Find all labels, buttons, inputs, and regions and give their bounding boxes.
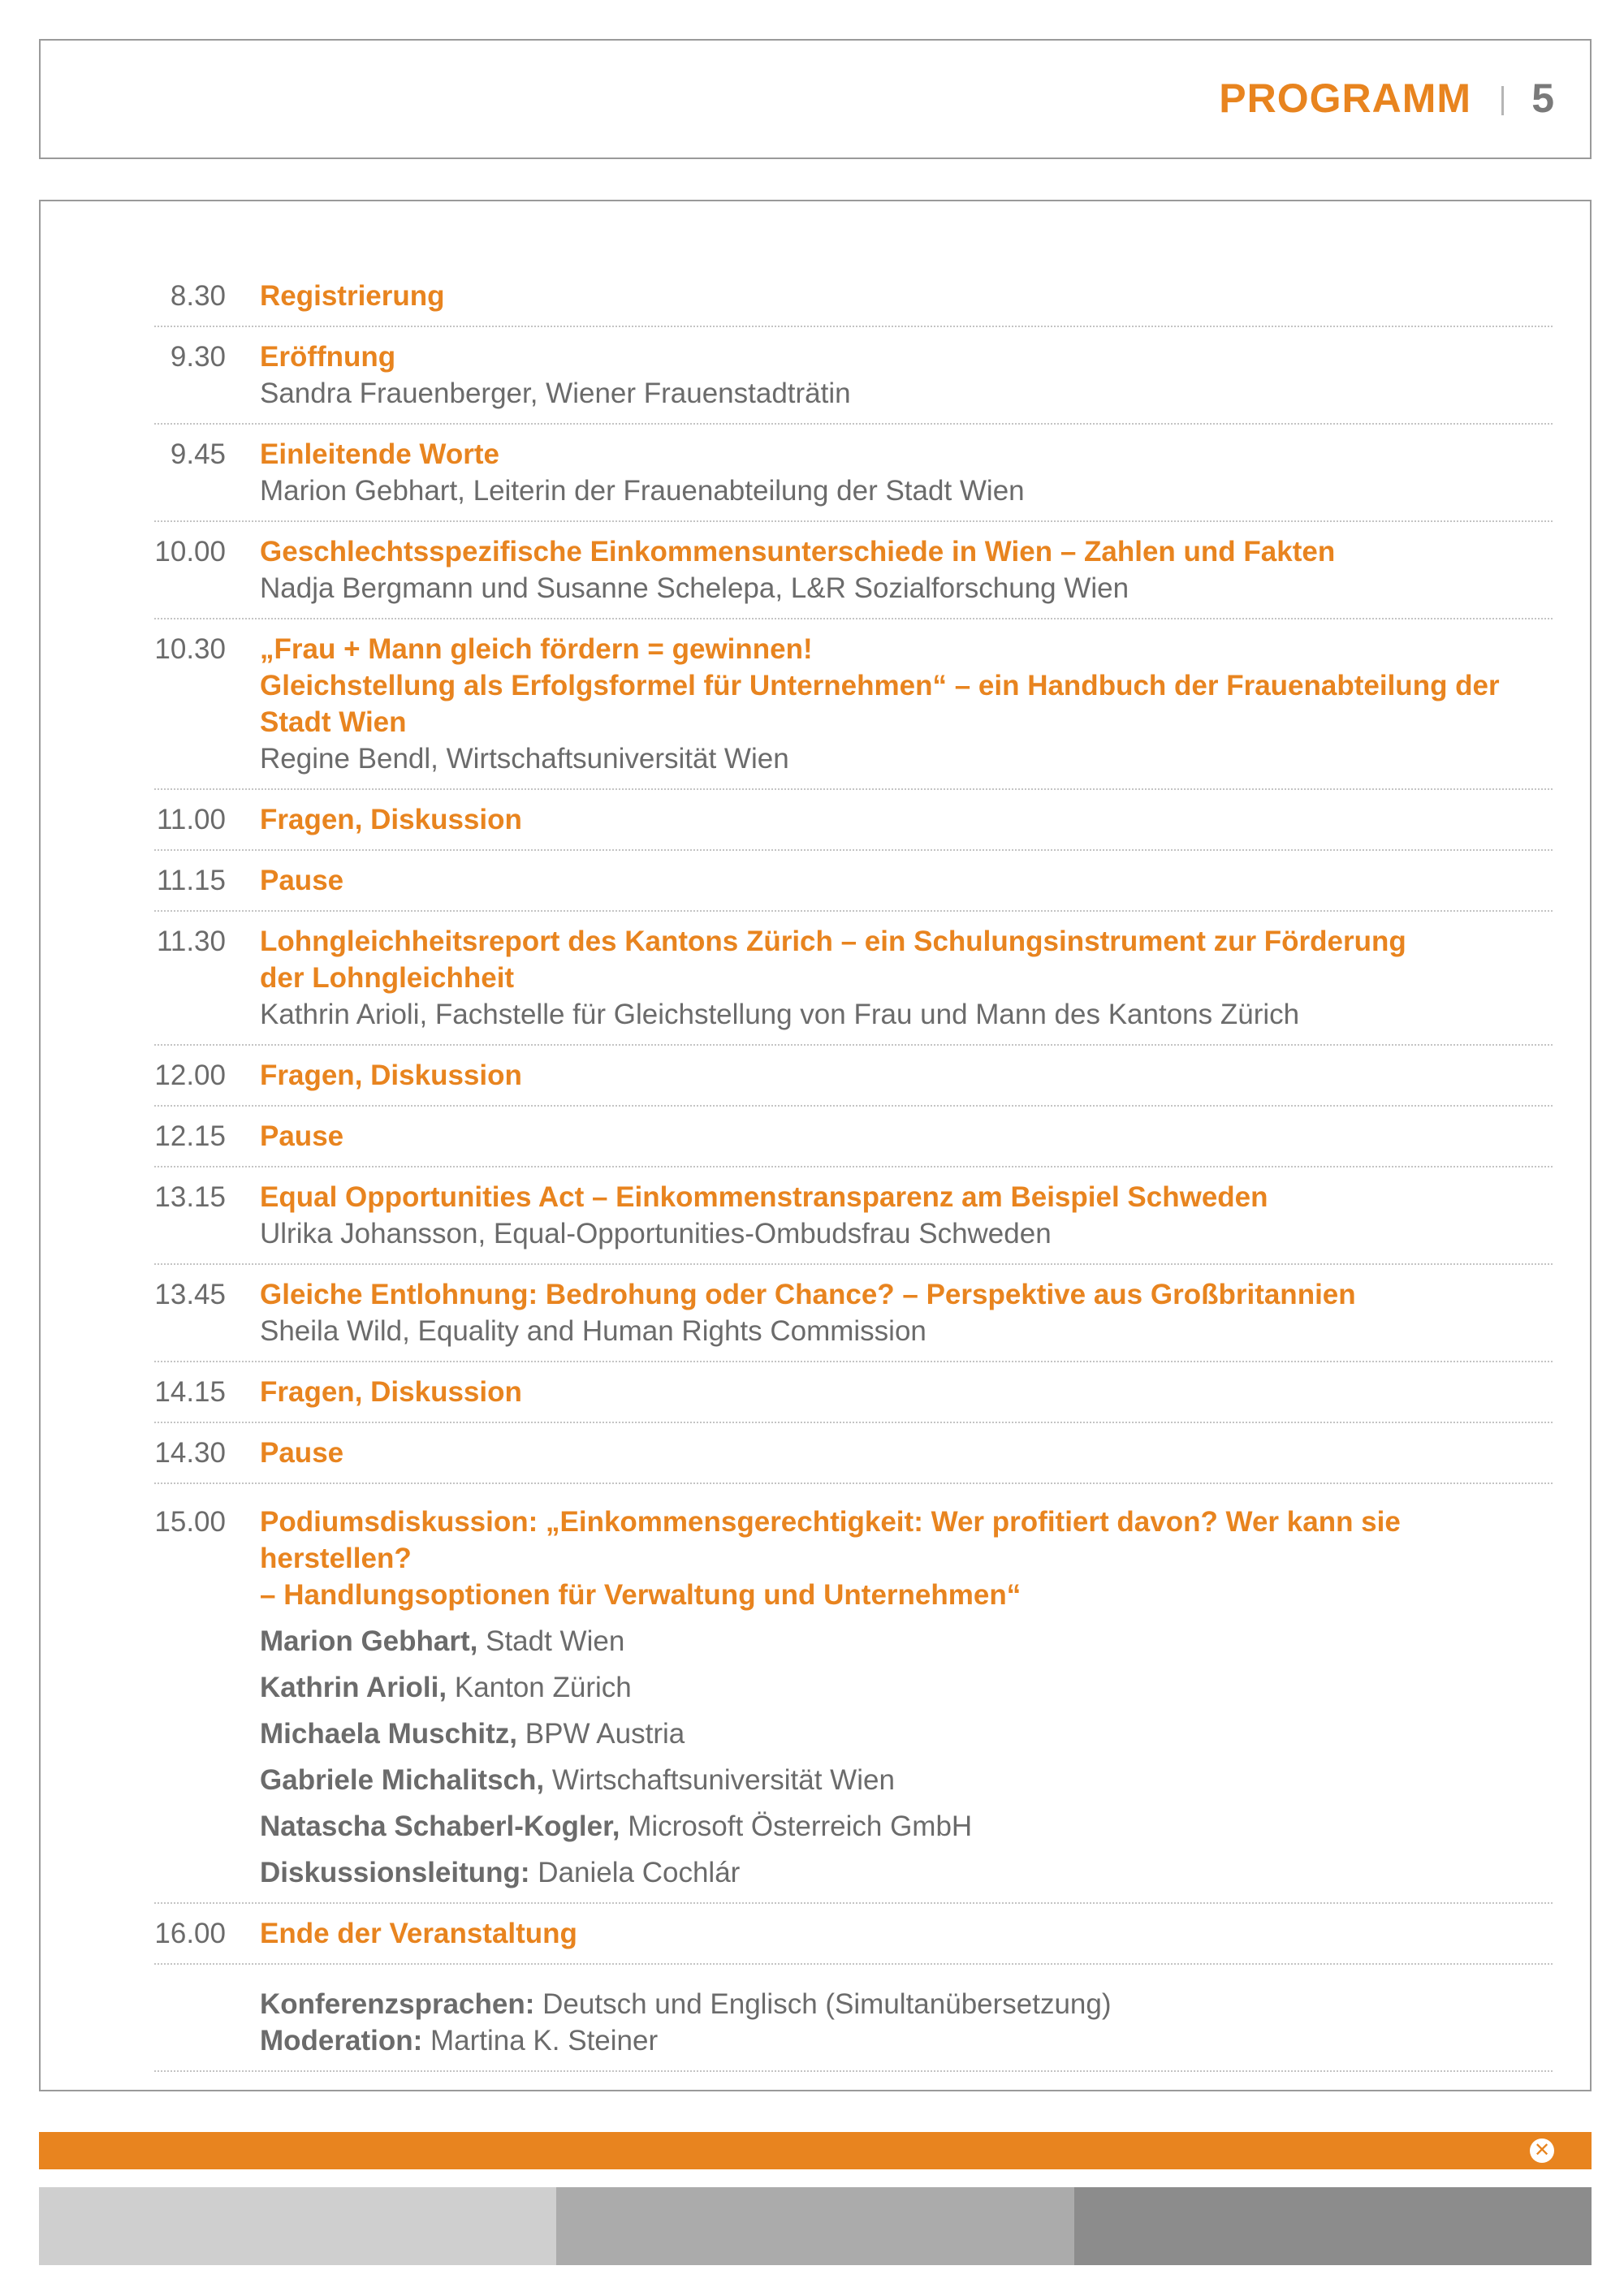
program-title: Lohngleichheitsreport des Kantons Zürich – ein Schulungsinstrument zur Förderung der Lohngleichheit	[260, 926, 1406, 994]
program-time: 9.30	[170, 341, 226, 373]
program-title: Equal Opportunities Act – Einkommenstransparenz am Beispiel Schweden	[260, 1181, 1268, 1213]
program-speaker: Nadja Bergmann und Susanne Schelepa, L&R Sozialforschung Wien	[260, 572, 1129, 604]
program-title: Geschlechtsspezifische Einkommensunterschiede in Wien – Zahlen und Fakten	[260, 536, 1336, 568]
program-time: 16.00	[154, 1918, 226, 1949]
page-header	[39, 39, 1592, 159]
panel-member	[260, 1808, 1553, 1845]
program-row	[154, 1265, 1553, 1362]
program-row	[154, 425, 1553, 522]
program-title: Pause	[260, 1437, 344, 1469]
languages-label: Konferenzsprachen:	[260, 1988, 535, 2020]
program-row	[154, 1046, 1553, 1107]
moderation-label: Moderation:	[260, 2025, 423, 2056]
program-time: 12.00	[154, 1060, 226, 1091]
panel-member-org: Wirtschaftsuniversität Wien	[551, 1764, 895, 1796]
page-title: PROGRAMM	[1219, 76, 1471, 121]
panel-member	[260, 1716, 1553, 1752]
program-time: 14.30	[154, 1437, 226, 1469]
panel-member	[260, 1623, 1553, 1659]
program-title: Pause	[260, 865, 344, 896]
program-title: Fragen, Diskussion	[260, 804, 522, 835]
program-row	[154, 1167, 1553, 1265]
program-time: 13.15	[154, 1181, 226, 1213]
panel-member-org: Stadt Wien	[486, 1625, 625, 1657]
panel-moderator	[260, 1854, 1553, 1891]
program-speaker: Kathrin Arioli, Fachstelle für Gleichstellung von Frau und Mann des Kantons Zürich	[260, 999, 1300, 1030]
footer-stripes	[39, 2187, 1592, 2265]
footer-stripe-medium	[556, 2187, 1073, 2265]
panel-member-name: Michaela Muschitz,	[260, 1718, 518, 1750]
conference-notes	[154, 1965, 1553, 2072]
program-list	[154, 266, 1593, 2072]
program-row	[154, 1423, 1553, 1484]
program-title: Fragen, Diskussion	[260, 1376, 522, 1408]
program-time: 14.15	[154, 1376, 226, 1408]
program-time: 11.30	[157, 926, 226, 957]
panel-member-name: Gabriele Michalitsch,	[260, 1764, 545, 1796]
panel-member-org: Daniela Cochlár	[538, 1857, 741, 1888]
panel-member	[260, 1762, 1553, 1798]
panel-member-name: Kathrin Arioli,	[260, 1672, 447, 1703]
program-row	[154, 912, 1553, 1046]
program-speaker: Sandra Frauenberger, Wiener Frauenstadträtin	[260, 378, 851, 409]
program-title: Gleiche Entlohnung: Bedrohung oder Chance? – Perspektive aus Großbritannien	[260, 1279, 1356, 1310]
program-time: 8.30	[170, 280, 226, 312]
page-number: 5	[1531, 76, 1554, 121]
program-row	[154, 1107, 1553, 1167]
program-row	[154, 266, 1553, 327]
footer-stripe-dark	[1074, 2187, 1592, 2265]
program-row	[154, 790, 1553, 851]
program-time: 10.00	[154, 536, 226, 568]
program-time: 15.00	[154, 1506, 226, 1538]
footer-bar	[39, 2132, 1592, 2169]
program-speaker: Sheila Wild, Equality and Human Rights Commission	[260, 1315, 926, 1347]
program-row-end	[154, 1904, 1553, 1965]
panel-member	[260, 1669, 1553, 1706]
program-row	[154, 619, 1553, 790]
program-time: 11.00	[157, 804, 226, 835]
close-icon[interactable]: ✕	[1530, 2138, 1554, 2163]
program-title: Fragen, Diskussion	[260, 1060, 522, 1091]
program-time: 11.15	[157, 865, 226, 896]
header-divider	[1501, 86, 1504, 115]
panel-member-org: Kanton Zürich	[454, 1672, 632, 1703]
program-time: 10.30	[154, 633, 226, 665]
program-row	[154, 851, 1553, 912]
panel-member-name: Marion Gebhart,	[260, 1625, 478, 1657]
program-speaker: Marion Gebhart, Leiterin der Frauenabteilung der Stadt Wien	[260, 475, 1025, 507]
program-title: Ende der Veranstaltung	[260, 1918, 577, 1949]
panel-member-org: Microsoft Österreich GmbH	[628, 1810, 973, 1842]
panel-member-name: Diskussionsleitung:	[260, 1857, 530, 1888]
panel-title: Podiumsdiskussion: „Einkommensgerechtigkeit: Wer profitiert davon? Wer kann sie herstellen? – Handlungsoptionen für Verwaltung und Unternehmen“	[260, 1506, 1401, 1611]
program-title: Pause	[260, 1120, 344, 1152]
program-time: 9.45	[170, 438, 226, 470]
program-title: Einleitende Worte	[260, 438, 499, 470]
moderation-value: Martina K. Steiner	[430, 2025, 659, 2056]
program-row	[154, 522, 1553, 619]
panel-member-name: Natascha Schaberl-Kogler,	[260, 1810, 620, 1842]
program-title: „Frau + Mann gleich fördern = gewinnen! Gleichstellung als Erfolgsformel für Unternehmen“ – ein Handbuch der Frauenabteilung der Stadt Wien	[260, 633, 1500, 738]
footer-stripe-light	[39, 2187, 556, 2265]
program-speaker: Regine Bendl, Wirtschaftsuniversität Wien	[260, 743, 789, 775]
program-speaker: Ulrika Johansson, Equal-Opportunities-Ombudsfrau Schweden	[260, 1218, 1052, 1249]
languages-line	[260, 1986, 1553, 2022]
panel-discussion-row	[154, 1484, 1553, 1904]
program-title: Registrierung	[260, 280, 445, 312]
program-title: Eröffnung	[260, 341, 396, 373]
program-row	[154, 1362, 1553, 1423]
program-time: 13.45	[154, 1279, 226, 1310]
program-panel	[39, 200, 1592, 2091]
program-time: 12.15	[154, 1120, 226, 1152]
panel-member-org: BPW Austria	[525, 1718, 685, 1750]
moderation-line	[260, 2022, 1553, 2059]
program-row	[154, 327, 1553, 425]
languages-value: Deutsch und Englisch (Simultanübersetzung)	[542, 1988, 1112, 2020]
